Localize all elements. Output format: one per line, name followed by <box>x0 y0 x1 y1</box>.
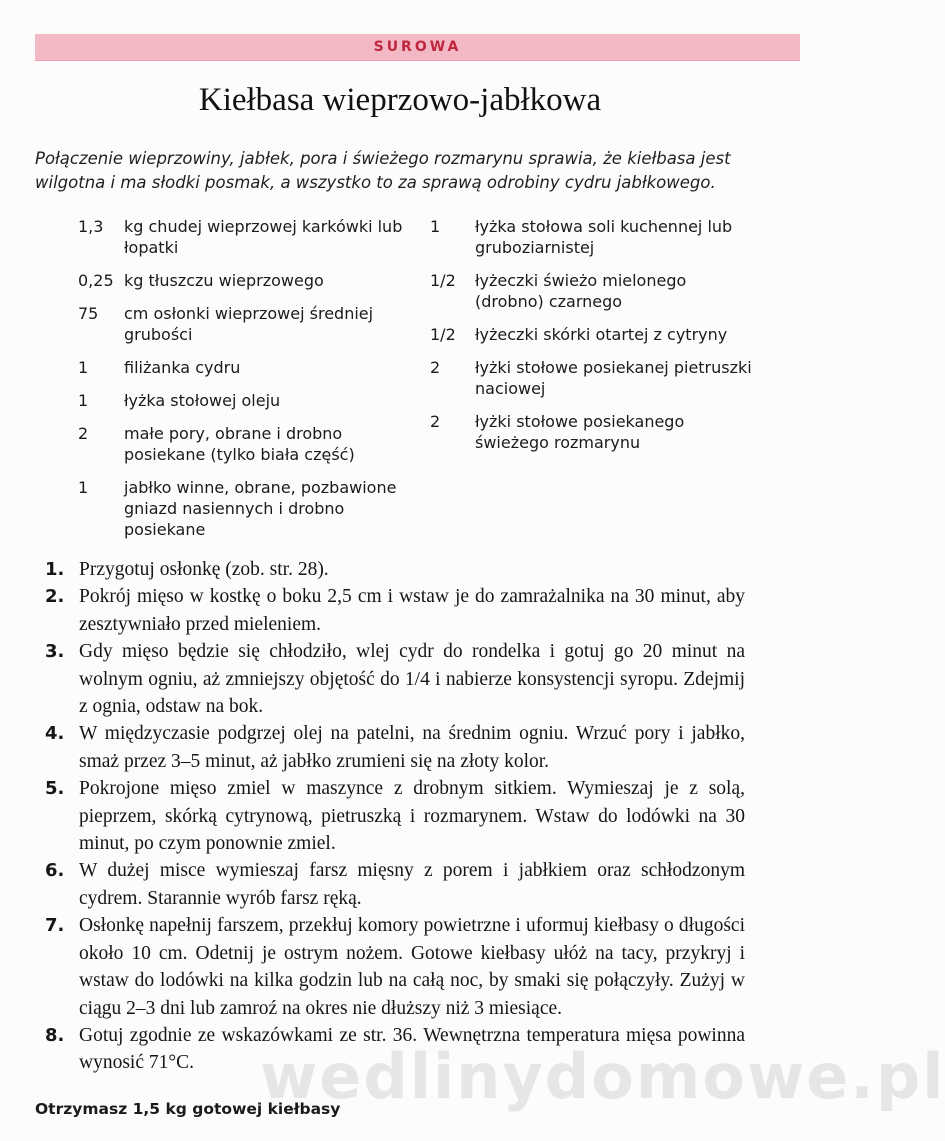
step-text: Przygotuj osłonkę (zob. str. 28). <box>79 559 329 580</box>
step-number: 8. <box>45 1024 65 1046</box>
step-number: 7. <box>45 915 65 937</box>
steps-list <box>45 556 745 1077</box>
ingredient-item <box>78 357 408 378</box>
ingredient-qty: 1 <box>78 358 89 377</box>
step-number: 6. <box>45 860 65 882</box>
step-number: 5. <box>45 778 65 800</box>
ingredient-qty: 2 <box>430 358 441 377</box>
ingredient-text: łyżki stołowe posiekanej pietruszki naciowej <box>475 358 752 398</box>
step-item <box>45 720 745 775</box>
step-item <box>45 857 745 912</box>
ingredient-item <box>78 270 408 291</box>
ingredient-item <box>430 324 760 345</box>
ingredient-item <box>430 357 760 399</box>
ingredient-item <box>78 303 408 345</box>
section-label: SUROWA <box>373 39 462 55</box>
step-item <box>45 638 745 720</box>
ingredient-text: łyżka stołowa soli kuchennej lub gruboziarnistej <box>475 217 733 257</box>
ingredient-item <box>430 216 760 258</box>
ingredient-qty: 0,25 <box>78 271 114 290</box>
ingredient-item <box>78 390 408 411</box>
ingredient-text: kg chudej wieprzowej karkówki lub łopatki <box>124 217 403 257</box>
recipe-yield: Otrzymasz 1,5 kg gotowej kiełbasy <box>35 1100 341 1118</box>
ingredient-text: filiżanka cydru <box>124 358 241 377</box>
step-item <box>45 912 745 1022</box>
step-text: W dużej misce wymieszaj farsz mięsny z porem i jabłkiem oraz schłodzonym cydrem. Starannie wyrób farsz ręką. <box>79 860 745 909</box>
step-text: Osłonkę napełnij farszem, przekłuj komory powietrzne i uformuj kiełbasy o długości około 10 cm. Odetnij je ostrym nożem. Gotowe kiełbasy ułóż na tacy, przykryj i wstaw do lodówki na kilka godzin lub na całą noc, by smaki się połączyły. Zużyj w ciągu 2–3 dni lub zamroź na okres nie dłuższy niż 3 miesiące. <box>79 915 745 1019</box>
ingredient-text: łyżki stołowe posiekanego świeżego rozmarynu <box>475 412 685 452</box>
step-number: 2. <box>45 586 65 608</box>
ingredients-right <box>430 216 760 465</box>
recipe-intro: Połączenie wieprzowiny, jabłek, pora i świeżego rozmarynu sprawia, że kiełbasa jest wilgotna i ma słodki posmak, a wszystko to za sprawą odrobiny cydru jabłkowego. <box>35 149 731 192</box>
ingredient-text: łyżeczki skórki otartej z cytryny <box>475 325 728 344</box>
watermark: wedlinydomowe.pl <box>260 1040 945 1113</box>
recipe-title: Kiełbasa wieprzowo-jabłkowa <box>198 82 602 118</box>
step-item <box>45 556 745 583</box>
ingredient-qty: 1/2 <box>430 325 456 344</box>
ingredient-qty: 1/2 <box>430 271 456 290</box>
step-number: 3. <box>45 641 65 663</box>
ingredient-qty: 2 <box>78 424 89 443</box>
ingredient-text: jabłko winne, obrane, pozbawione gniazd nasiennych i drobno posiekane <box>124 478 397 539</box>
ingredient-item <box>78 423 408 465</box>
ingredient-text: cm osłonki wieprzowej średniej grubości <box>124 304 374 344</box>
ingredient-item <box>430 411 760 453</box>
step-number: 1. <box>45 559 65 580</box>
ingredient-item <box>78 216 408 258</box>
ingredient-item <box>430 270 760 312</box>
step-text: Pokrojone mięso zmiel w maszynce z drobnym sitkiem. Wymieszaj je z solą, pieprzem, skórką cytrynową, pietruszką i rozmarynem. Wstaw do lodówki na 30 minut, po czym ponownie zmiel. <box>79 778 745 855</box>
ingredient-item <box>78 477 408 540</box>
step-text: Gotuj zgodnie ze wskazówkami ze str. 36. Wewnętrzna temperatura mięsa powinna wynosić 71°C. <box>79 1024 745 1074</box>
step-item <box>45 775 745 857</box>
step-text: W międzyczasie podgrzej olej na patelni, na średnim ogniu. Wrzuć pory i jabłko, smaż przez 3–5 minut, aż jabłko zrumieni się na złoty kolor. <box>79 723 745 772</box>
ingredient-text: małe pory, obrane i drobno posiekane (tylko biała część) <box>124 424 355 464</box>
step-number: 4. <box>45 723 65 745</box>
step-text: Pokrój mięso w kostkę o boku 2,5 cm i wstaw je do zamrażalnika na 30 minut, aby zesztywniało przed mieleniem. <box>79 586 745 635</box>
ingredients-left <box>78 216 408 552</box>
ingredient-qty: 1,3 <box>78 217 104 236</box>
ingredient-text: łyżeczki świeżo mielonego (drobno) czarnego <box>475 271 687 311</box>
ingredient-qty: 2 <box>430 412 441 431</box>
step-item <box>45 583 745 638</box>
ingredient-qty: 75 <box>78 304 99 323</box>
step-text: Gdy mięso będzie się chłodziło, wlej cydr do rondelka i gotuj go 20 minut na wolnym ogniu, aż zmniejszy objętość do 1/4 i nabierze konsystencji syropu. Zdejmij z ognia, odstaw na bok. <box>79 641 745 718</box>
ingredient-text: łyżka stołowej oleju <box>124 391 281 410</box>
ingredient-qty: 1 <box>78 391 89 410</box>
ingredient-qty: 1 <box>78 478 89 497</box>
ingredient-qty: 1 <box>430 217 441 236</box>
ingredient-text: kg tłuszczu wieprzowego <box>124 271 324 290</box>
